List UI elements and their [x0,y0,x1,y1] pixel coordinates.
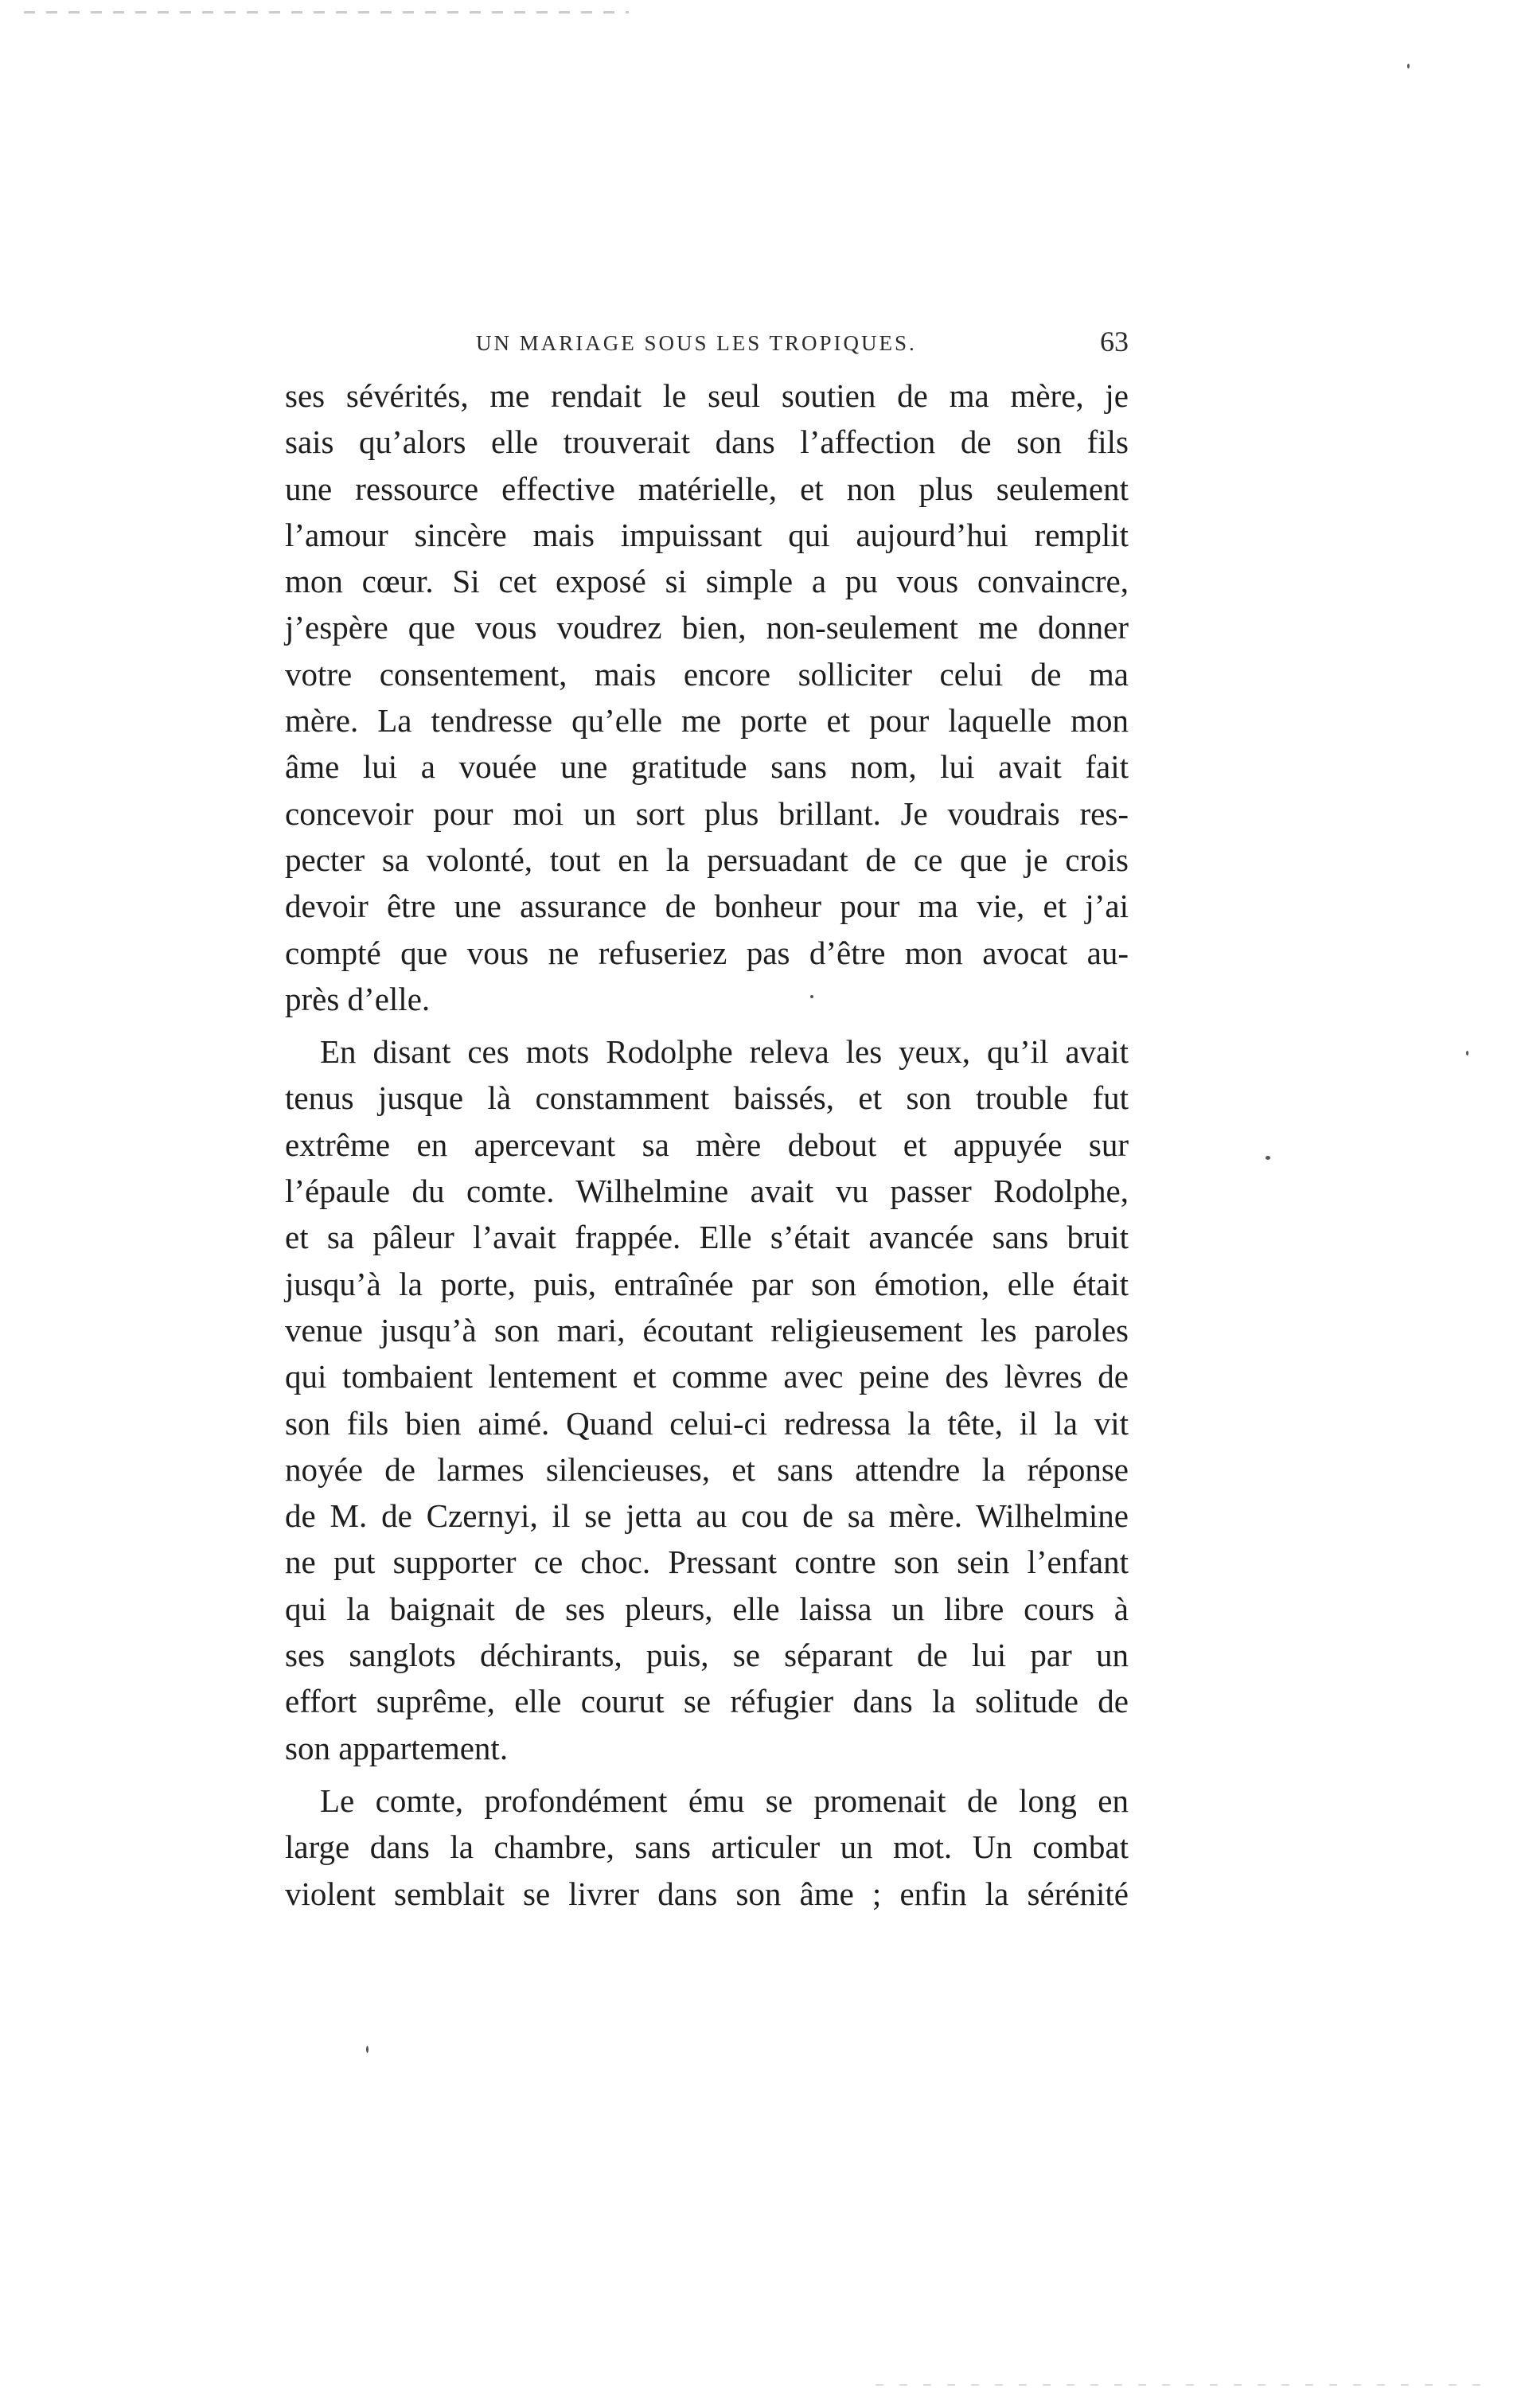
text-line: ses sanglots déchirants, puis, se séparant de lui par un [285,1637,1129,1674]
text-line: tenus jusque là constamment baissés, et son trouble fut [285,1079,1129,1117]
scan-speck [1266,1156,1270,1160]
text-line: l’amour sincère mais impuissant qui aujourd’hui remplit [285,516,1129,553]
text-line: de M. de Czernyi, il se jetta au cou de sa mère. Wilhelmine [285,1497,1129,1535]
text-line: près d’elle. [285,980,431,1017]
text-line: violent semblait se livrer dans son âme ; enfin la sérénité [285,1875,1129,1912]
text-line: son appartement. [285,1729,509,1766]
text-line: extrême en apercevant sa mère debout et appuyée sur [285,1126,1129,1163]
text-line: qui la baignait de ses pleurs, elle laissa un libre cours à [285,1590,1129,1627]
paragraph-2 [285,1028,1129,1771]
scan-speck [366,2046,369,2053]
text-line: effort suprême, elle courut se réfugier dans la solitude de [285,1683,1129,1720]
text-line: votre consentement, mais encore solliciter celui de ma [285,655,1129,693]
page-number: 63 [1100,326,1129,357]
text-line: pecter sa volonté, tout en la persuadant de ce que je crois [285,841,1129,878]
body-text [285,373,1129,1917]
text-line: ses sévérités, me rendait le seul soutien de ma mère, je [285,377,1129,414]
text-line: sais qu’alors elle trouverait dans l’affection de son fils [285,423,1129,461]
text-line: mon cœur. Si cet exposé si simple a pu vous convaincre, [285,563,1129,600]
text-line: l’épaule du comte. Wilhelmine avait vu passer Rodolphe, [285,1173,1129,1210]
text-line: venue jusqu’à son mari, écoutant religieusement les paroles [285,1311,1129,1348]
text-line: jusqu’à la porte, puis, entraînée par son émotion, elle était [285,1265,1129,1302]
running-head [285,325,1129,373]
text-line: qui tombaient lentement et comme avec peine des lèvres de [285,1358,1129,1395]
running-title: UN MARIAGE SOUS LES TROPIQUES. [476,331,917,355]
text-line: compté que vous ne refuseriez pas d’être mon avocat au- [285,934,1129,971]
text-line: ne put supporter ce choc. Pressant contre son sein l’enfant [285,1544,1129,1581]
text-line: âme lui a vouée une gratitude sans nom, lui avait fait [285,748,1129,786]
text-line: son fils bien aimé. Quand celui-ci redressa la tête, il la vit [285,1404,1129,1442]
text-line: concevoir pour moi un sort plus brillant. Je voudrais res- [285,794,1129,832]
text-line: Le comte, profondément ému se promenait de long en [320,1782,1129,1819]
scan-speck [810,995,813,998]
text-line: une ressource effective matérielle, et non plus seulement [285,470,1129,507]
text-line: En disant ces mots Rodolphe releva les yeux, qu’il avait [320,1033,1129,1071]
text-line: devoir être une assurance de bonheur pour ma vie, et j’ai [285,888,1129,925]
text-line: mère. La tendresse qu’elle me porte et pour laquelle mon [285,702,1129,740]
text-line: noyée de larmes silencieuses, et sans attendre la réponse [285,1450,1129,1488]
paragraph-3 [285,1778,1129,1917]
scan-edge-mark [24,11,629,14]
text-line: large dans la chambre, sans articuler un mot. Un combat [285,1828,1129,1866]
scan-edge-mark [876,2384,1496,2386]
scan-speck [1466,1051,1468,1056]
text-line: j’espère que vous voudrez bien, non-seulement me donner [285,609,1129,646]
scan-speck [1407,64,1410,68]
paragraph-1 [285,373,1129,1022]
text-line: et sa pâleur l’avait frappée. Elle s’était avancée sans bruit [285,1219,1129,1256]
